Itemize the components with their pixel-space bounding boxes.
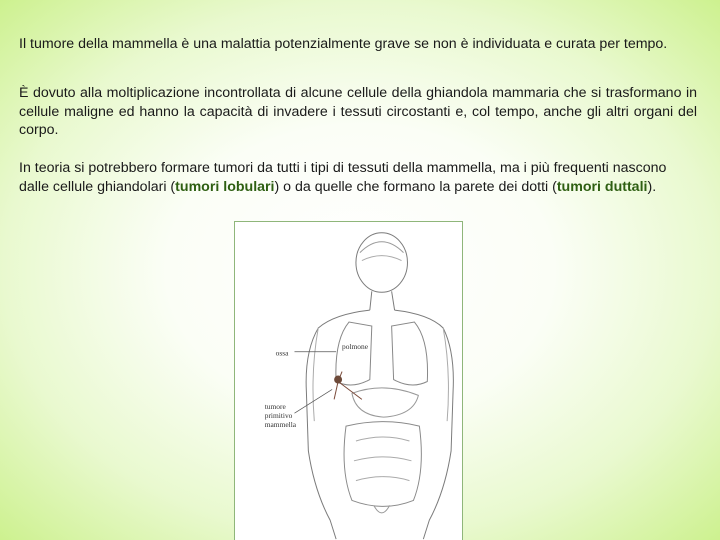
types-text-after: ). [647,178,657,195]
right-lung [392,322,428,385]
torso-right-outline [395,310,454,539]
types-paragraph [19,159,697,196]
brain-outline [360,242,404,253]
tumor-spot [334,376,342,384]
anatomy-figure [234,221,463,540]
lung-label: polmone [342,341,369,351]
tumor-label-line1: tumore [264,402,286,412]
cause-paragraph: È dovuto alla moltiplicazione incontrollata di alcune cellule della ghiandola mammaria che si trasformano in cellule maligne ed hanno la capacità di invadere i tessuti circostanti e, col tempo, anche gli altri organi del corpo. [19,85,697,138]
tumor-label-line2: primitivo [264,411,293,421]
anatomy-illustration [235,222,462,540]
bones-label: ossa [275,348,289,358]
types-text-middle: ) o da quelle che formano la parete dei dotti ( [274,178,557,195]
intestine [344,422,421,507]
liver [352,388,418,417]
intro-paragraph: Il tumore della mammella è una malattia potenzialmente grave se non è individuata e curata per tempo. [19,36,668,52]
lobular-tumors-term: tumori lobulari [175,178,275,195]
tumor-label-line3: mammella [264,420,297,430]
left-lung [336,322,372,385]
ductal-tumors-term: tumori duttali [556,178,648,195]
neck-outline [370,291,395,310]
types-text-before: In teoria si potrebbero formare tumori da tutti i tipi di tessuti della mammella, ma i più frequenti nascono dalle cellule ghiandolari ( [19,160,667,195]
